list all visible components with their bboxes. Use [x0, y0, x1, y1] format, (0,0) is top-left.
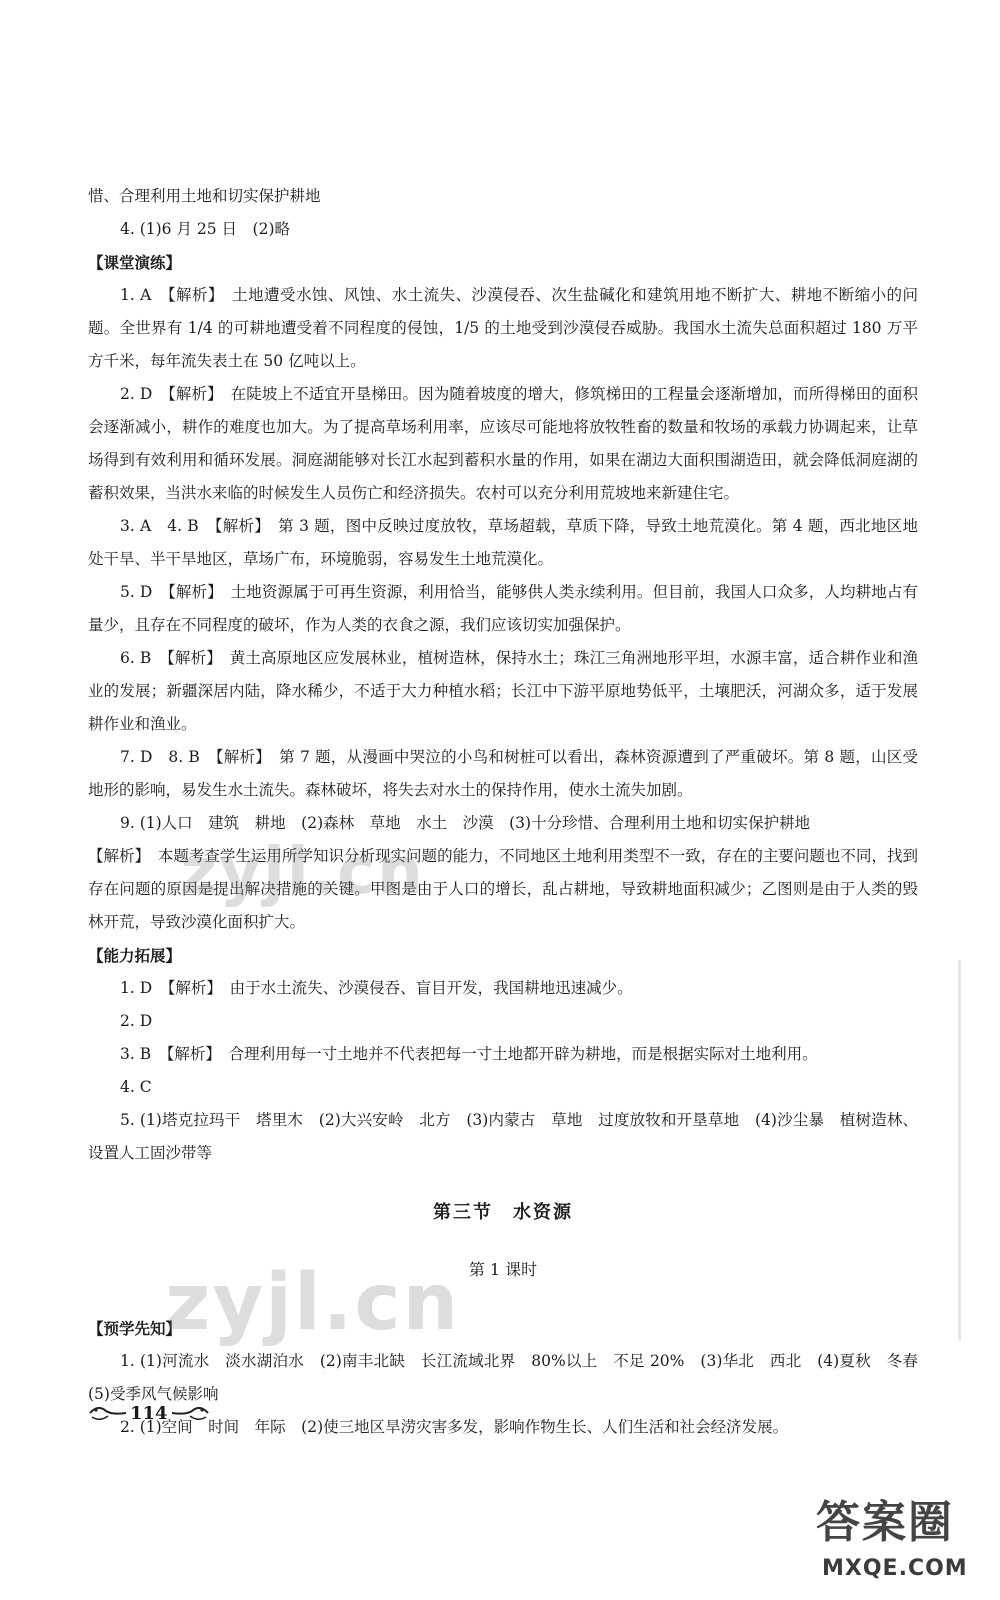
analysis-note: 【解析】 本题考查学生运用所学知识分析现实问题的能力，不同地区土地利用类型不一致，存在的主要问题也不同，找到存在问题的原因是提出解决措施的关键。甲图是由于人口的增长，乱占耕地，导致耕地面积减少；乙图则是由于人类的毁林开荒，导致沙漠化面积扩大。: [88, 847, 918, 931]
answer-item: 5. (1)塔克拉玛干 塔里木 (2)大兴安岭 北方 (3)内蒙古 草地 过度放牧和开垦草地 (4)沙尘暴 植树造林、设置人工固沙带等: [88, 1111, 918, 1162]
answer-item: 1. (1)河流水 淡水湖泊水 (2)南丰北缺 长江流域北界 80%以上 不足 20% (3)华北 西北 (4)夏秋 冬春 (5)受季风气候影响: [88, 1352, 934, 1403]
section-label: 【预学先知】: [88, 1319, 182, 1338]
answer-item: 7. D 8. B 【解析】 第 7 题，从漫画中哭泣的小鸟和树桩可以看出，森林资源遭到了严重破坏。第 8 题，山区受地形的影响，易发生水土流失。森林破坏，将失去对水土的保持作用，使水土流失加剧。: [88, 748, 918, 799]
answer-item: 5. D 【解析】 土地资源属于可再生资源，利用恰当，能够供人类永续利用。但目前，我国人口众多，人均耕地占有量少，且存在不同程度的破坏，作为人类的衣食之源，我们应该切实加强保护。: [88, 583, 918, 634]
page-number-area: [88, 1398, 210, 1428]
answer-item: 1. A 【解析】 土地遭受水蚀、风蚀、水土流失、沙漠侵吞、次生盐碱化和建筑用地不断扩大、耕地不断缩小的问题。全世界有 1/4 的可耕地遭受着不同程度的侵蚀，1/5 的土地受到沙漠侵吞威胁。我国水土流失总面积超过 180 万平方千米，每年流失表土在 50 亿吨以上。: [88, 286, 918, 370]
answer-item: 9. (1)人口 建筑 耕地 (2)森林 草地 水土 沙漠 (3)十分珍惜、合理利用土地和切实保护耕地: [120, 814, 811, 832]
site-logo-url: MXQE.COM: [822, 1556, 968, 1581]
answer-item: 6. B 【解析】 黄土高原地区应发展林业，植树造林，保持水土；珠江三角洲地形平坦，水源丰富，适合耕作业和渔业的发展；新疆深居内陆，降水稀少，不适于大力种植水稻；长江中下游平原地势低平，土壤肥沃，河湖众多，适于发展耕作业和渔业。: [88, 649, 918, 733]
answer-item: 2. (1)空间 时间 年际 (2)使三地区旱涝灾害多发，影响作物生长、人们生活和社会经济发展。: [120, 1418, 789, 1436]
answer-item: 3. B 【解析】 合理利用每一寸土地并不代表把每一寸土地都开辟为耕地，而是根据实际对土地利用。: [120, 1045, 818, 1063]
watermark: zyjl.cn: [180, 835, 425, 909]
section-label: 【课堂演练】: [88, 253, 182, 272]
answer-item: 4. C: [120, 1078, 152, 1096]
site-logo-text: 答案圈: [816, 1497, 954, 1548]
answer-item: 2. D 【解析】 在陡坡上不适宜开垦梯田。因为随着坡度的增大，修筑梯田的工程量会逐渐增加，而所得梯田的面积会逐渐减小，耕作的难度也加大。为了提高草场利用率，应该尽可能地将放牧牲畜的数量和牧场的承载力协调起来，让草场得到有效利用和循环发展。洞庭湖能够对长江水起到蓄积水量的作用，如果在湖边大面积围湖造田，就会降低洞庭湖的蓄积效果，当洪水来临的时候发生人员伤亡和经济损失。农村可以充分利用荒坡地来新建住宅。: [88, 385, 918, 502]
ornament-left-icon: [88, 1402, 128, 1424]
page-number: 114: [130, 1402, 168, 1424]
answer-item: 2. D: [120, 1012, 153, 1030]
watermark: zyjl.cn: [165, 1258, 461, 1348]
ornament-right-icon: [170, 1402, 210, 1424]
section-label: 【能力拓展】: [88, 946, 182, 965]
lesson-subheading: 第 1 课时: [468, 1260, 538, 1279]
answer-item: 4. (1)6 月 25 日 (2)略: [120, 220, 290, 238]
answer-item: 1. D 【解析】 由于水土流失、沙漠侵吞、盲目开发，我国耕地迅速减少。: [120, 979, 633, 997]
text-line: 惜、合理利用土地和切实保护耕地: [88, 187, 321, 205]
answer-item: 3. A 4. B 【解析】 第 3 题，图中反映过度放牧，草场超载，草质下降，导致土地荒漠化。第 4 题，西北地区地处干旱、半干旱地区，草场广布，环境脆弱，容易发生土地荒漠化。: [88, 517, 918, 568]
section-heading: 第三节 水资源: [433, 1202, 573, 1223]
scan-edge-shadow: [958, 960, 961, 1340]
answer-content: [88, 180, 934, 1444]
